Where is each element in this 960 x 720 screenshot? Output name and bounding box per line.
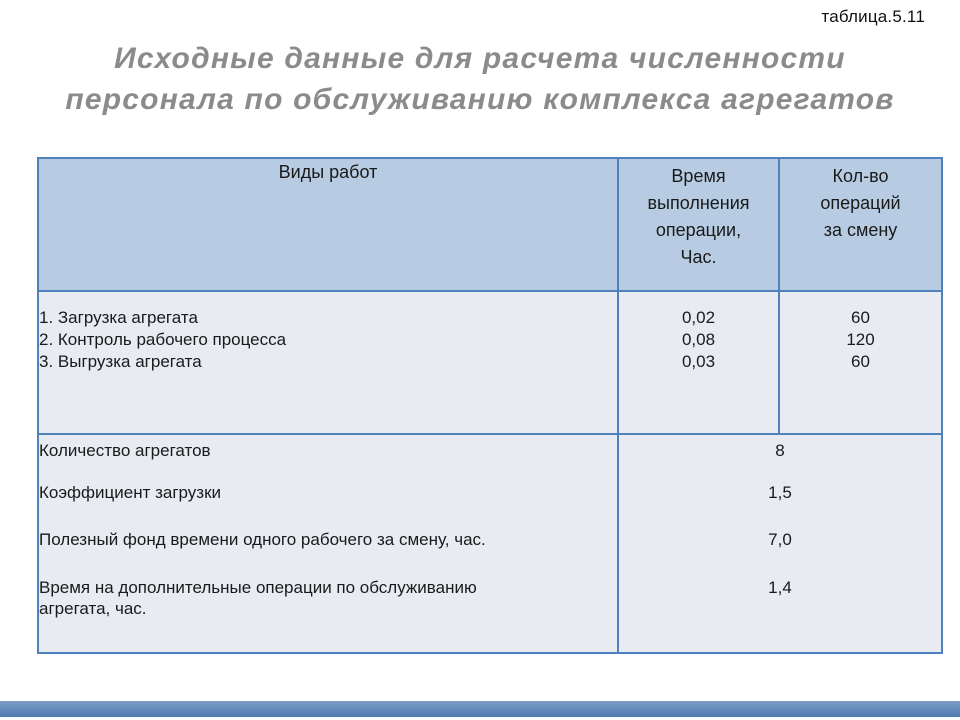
param-row-additional-operations-time (38, 572, 942, 653)
operation-time-value: 0,02 (681, 308, 716, 327)
data-table (37, 157, 943, 654)
slide-title-line2: персонала по обслуживанию комплекса агрегатов (65, 83, 895, 116)
param-label: Время на дополнительные операции по обслуживанию агрегата, час. (38, 572, 618, 653)
param-label: Коэффициент загрузки (38, 477, 618, 524)
work-item-name: 2. Контроль рабочего процесса (39, 330, 287, 349)
operations-count-value: 60 (851, 352, 870, 371)
slide-title-line1: Исходные данные для расчета численности (114, 42, 846, 75)
param-row-useful-time-fund (38, 524, 942, 572)
param-row-load-factor (38, 477, 942, 524)
column-header-operation-time: Время выполнения операции, Час. (618, 158, 779, 291)
param-value: 1,5 (618, 477, 942, 524)
param-label: Полезный фонд времени одного рабочего за смену, час. (38, 524, 618, 572)
work-item-name: 3. Выгрузка агрегата (39, 352, 202, 371)
operations-count-column (779, 291, 942, 434)
param-value: 1,4 (618, 572, 942, 653)
param-value: 7,0 (618, 524, 942, 572)
slide-title (0, 38, 960, 120)
operations-count-value: 120 (846, 330, 875, 349)
table-caption: таблица.5.11 (821, 7, 925, 26)
column-header-work-types: Виды работ (38, 158, 618, 291)
operation-time-value: 0,03 (681, 352, 716, 371)
operation-time-column (618, 291, 779, 434)
param-row-units-count (38, 434, 942, 477)
work-items-row (38, 291, 942, 434)
work-items-list (38, 291, 618, 434)
param-label: Количество агрегатов (38, 434, 618, 477)
table-header-row (38, 158, 942, 291)
column-header-operations-per-shift: Кол-во операций за смену (779, 158, 942, 291)
operations-count-value: 60 (851, 308, 870, 327)
work-item-name: 1. Загрузка агрегата (39, 308, 198, 327)
param-value: 8 (618, 434, 942, 477)
operation-time-value: 0,08 (681, 330, 716, 349)
footer-bar (0, 701, 960, 717)
